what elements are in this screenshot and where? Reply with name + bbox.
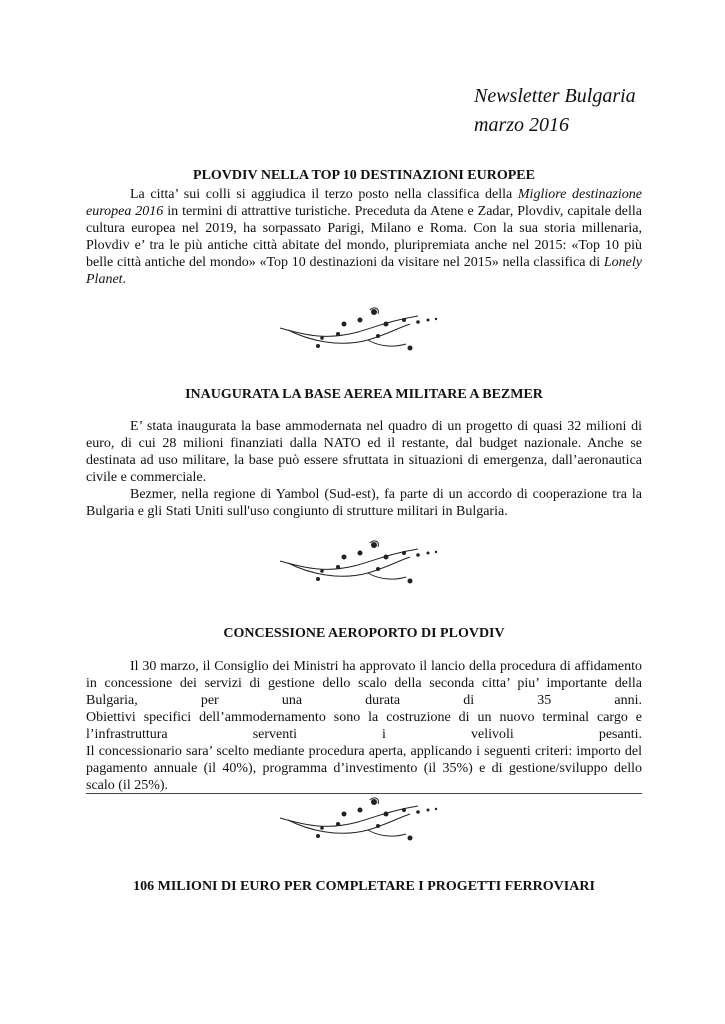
body-text: La citta’ sui colli si aggiudica il terzo posto nella classifica della [130,187,518,202]
section-title-airport: CONCESSIONE AEROPORTO DI PLOVDIV [223,626,505,641]
newsletter-header [474,82,636,140]
section-body-bezmer [86,418,642,520]
section-body-airport [86,658,642,794]
section-title-bezmer: INAUGURATA LA BASE AEREA MILITARE A BEZMER [185,387,543,402]
body-text: in termini di attrattive turistiche. Preceduta da Atene e Zadar, Plovdiv, capitale della cultura europea nel 2019, ha sorpassato Parigi, Milano e Roma. Con la sua storia millenaria, Plovdiv e’ tra le più antiche città abitate del mondo, pluripremiata anche nel 2015: «Top 10 più belle città antiche del mondo» «Top 10 destinazioni da visitare nel 2015» nella classifica di [86,204,642,270]
lonely-planet-name: Lonely Planet [86,255,642,287]
newsletter-date: marzo 2016 [474,114,570,136]
section-body-plovdiv [86,186,642,288]
floral-ornament-divider [278,539,448,599]
horizontal-rule [86,793,642,794]
bezmer-paragraph-1: E’ stata inaugurata la base ammodernata nel quadro di un progetto di quasi 32 milioni di euro, di cui 28 milioni finanziati dalla NATO ed il restante, dal budget nazionale. Anche se destinata ad uso militare, la base può essere sfruttata in situazioni di emergenza, dall’aeronautica civile e commerciale. [86,419,642,485]
floral-ornament-divider [278,306,448,366]
bezmer-paragraph-2: Bezmer, nella regione di Yambol (Sud-est), fa parte di un accordo di cooperazione tra la Bulgaria e gli Stati Uniti sull'uso congiunto di strutture militari in Bulgaria. [86,487,642,519]
floral-ornament-divider [278,796,448,856]
newsletter-title: Newsletter Bulgaria [474,85,636,107]
airport-paragraph-1: Il 30 marzo, il Consiglio dei Ministri ha approvato il lancio della procedura di affidamento in concessione dei servizi di gestione dello scalo della seconda citta’ piu’ importante della Bulgaria, per una durata di 35 anni. [86,659,642,708]
airport-paragraph-3: Il concessionario sara’ scelto mediante procedura aperta, applicando i seguenti criteri: importo del pagamento annuale (il 40%), programma d’investimento (il 35%) e di gestione/sviluppo dello scalo (il 25%). [86,744,642,793]
section-title-railway: 106 MILIONI DI EURO PER COMPLETARE I PROGETTI FERROVIARI [133,879,595,894]
body-text: . [122,272,127,287]
airport-paragraph-2: Obiettivi specifici dell’ammodernamento sono la costruzione di un nuovo terminal cargo e l’infrastruttura serventi i velivoli pesanti. [86,710,642,742]
award-name: Migliore destinazione europea 2016 [86,187,643,219]
section-title-plovdiv: PLOVDIV NELLA TOP 10 DESTINAZIONI EUROPEE [193,168,535,183]
